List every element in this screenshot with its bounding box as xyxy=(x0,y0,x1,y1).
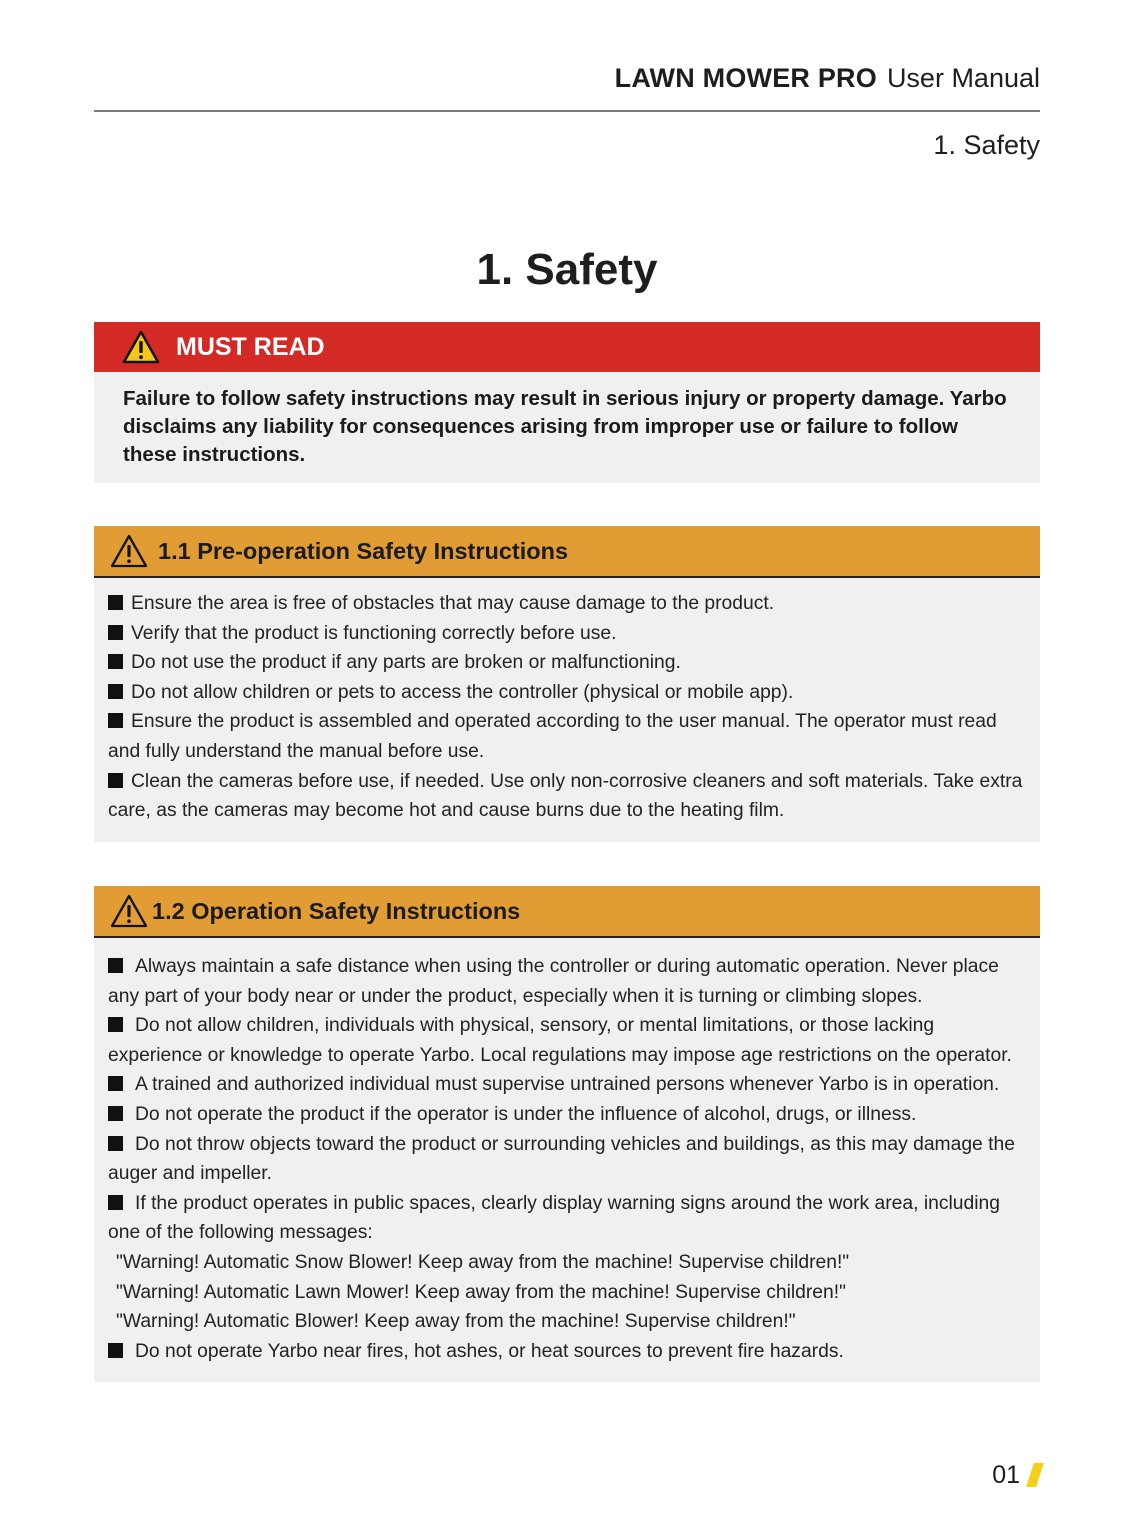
list-item xyxy=(108,707,1026,766)
bullet-square-icon xyxy=(108,958,123,973)
warning-message: "Warning! Automatic Blower! Keep away from the machine! Supervise children!" xyxy=(116,1311,796,1333)
page-number xyxy=(992,1458,1040,1492)
bullet-square-icon xyxy=(108,1076,123,1091)
section-header-bar xyxy=(94,526,1040,578)
bullet-square-icon xyxy=(108,1106,123,1121)
accent-slash-icon xyxy=(1026,1463,1044,1487)
must-read-bar xyxy=(94,322,1040,372)
must-read-text: Failure to follow safety instructions may result in serious injury or property damage. Yarbo disclaims any liability for consequences arising from improper use or failure to follow these instructions. xyxy=(94,372,1040,483)
list-item-text: Do not allow children, individuals with physical, sensory, or mental limitations, or those lacking experience or knowledge to operate Yarbo. Local regulations may impose age restrictions on the operator. xyxy=(108,1015,1012,1066)
bullet-square-icon xyxy=(108,713,123,728)
bullet-square-icon xyxy=(108,1136,123,1151)
bullet-square-icon xyxy=(108,684,123,699)
section-title: 1.1 Pre-operation Safety Instructions xyxy=(158,537,569,564)
bullet-square-icon xyxy=(108,625,123,640)
list-item-text: Always maintain a safe distance when using the controller or during automatic operation. Never place any part of your body near or under the product, especially when it is turning or climbing slopes. xyxy=(108,956,999,1007)
list-item xyxy=(108,678,1026,708)
warning-message: "Warning! Automatic Snow Blower! Keep away from the machine! Supervise children!" xyxy=(116,1251,850,1273)
list-item-text: Do not use the product if any parts are broken or malfunctioning. xyxy=(131,652,681,674)
list-item-text: Do not operate Yarbo near fires, hot ashes, or heat sources to prevent fire hazards. xyxy=(135,1340,844,1362)
header-doc-type: User Manual xyxy=(886,63,1040,93)
must-read-title: MUST READ xyxy=(176,332,325,361)
section-pre-operation xyxy=(94,526,1040,842)
warning-icon xyxy=(110,534,148,568)
list-item-text: Ensure the product is assembled and operated according to the user manual. The operator must read and fully understand the manual before use. xyxy=(108,711,997,762)
list-item xyxy=(108,1189,1026,1248)
header-divider xyxy=(94,110,1040,112)
page-title: 1. Safety xyxy=(476,245,658,294)
list-item-text: If the product operates in public spaces, clearly display warning signs around the work area, including one of the following messages: xyxy=(108,1192,1000,1244)
list-item-text: Do not throw objects toward the product or surrounding vehicles and buildings, as this may damage the auger and impeller. xyxy=(108,1133,1015,1185)
section-body xyxy=(94,938,1040,1382)
bullet-square-icon xyxy=(108,1195,123,1210)
header-product-name: LAWN MOWER PRO xyxy=(614,63,877,93)
list-item-text: Do not allow children or pets to access the controller (physical or mobile app). xyxy=(131,681,794,703)
list-item-text: Verify that the product is functioning correctly before use. xyxy=(131,622,617,644)
bullet-square-icon xyxy=(108,595,123,610)
list-item xyxy=(108,1011,1026,1070)
bullet-square-icon xyxy=(108,1017,123,1032)
list-item xyxy=(108,1130,1026,1189)
list-item-text: Do not operate the product if the operator is under the influence of alcohol, drugs, or illness. xyxy=(135,1103,917,1125)
list-item xyxy=(108,767,1026,826)
list-item xyxy=(108,648,1026,678)
section-operation xyxy=(94,886,1040,1382)
bullet-square-icon xyxy=(108,773,123,788)
list-item xyxy=(108,1070,1026,1100)
list-item-text: Ensure the area is free of obstacles that may cause damage to the product. xyxy=(131,593,775,614)
list-item xyxy=(108,619,1026,649)
page-header xyxy=(615,60,1040,96)
warning-icon xyxy=(110,894,148,928)
must-read-box xyxy=(94,322,1040,483)
warning-message: "Warning! Automatic Lawn Mower! Keep away from the machine! Supervise children!" xyxy=(116,1281,846,1303)
bullet-square-icon xyxy=(108,654,123,669)
list-item xyxy=(108,1100,1026,1130)
section-body xyxy=(94,578,1040,842)
header-section-ref: 1. Safety xyxy=(933,130,1040,160)
list-item xyxy=(108,952,1026,1011)
bullet-square-icon xyxy=(108,1343,123,1358)
warning-icon xyxy=(122,330,160,364)
list-item xyxy=(108,1337,1026,1367)
list-item-text: Clean the cameras before use, if needed. Use only non-corrosive cleaners and soft materials. Take extra care, as the cameras may become hot and cause burns due to the heating film. xyxy=(108,770,1023,822)
list-item-text: A trained and authorized individual must supervise untrained persons whenever Yarbo is in operation. xyxy=(135,1074,1000,1096)
page-number-text: 01 xyxy=(992,1461,1020,1489)
list-item xyxy=(108,589,1026,619)
section-header-bar xyxy=(94,886,1040,938)
section-title: 1.2 Operation Safety Instructions xyxy=(152,897,521,924)
